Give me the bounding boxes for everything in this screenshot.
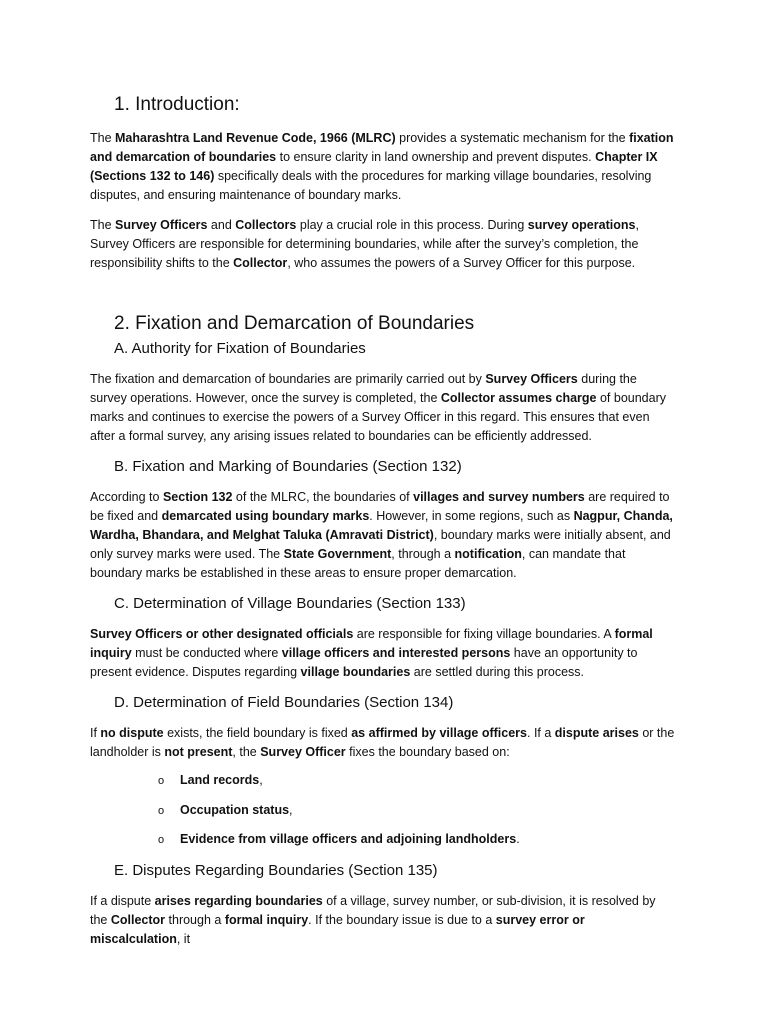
bullet-icon: o [158,805,165,817]
paragraph-section-d: If no dispute exists, the field boundary is fixed as affirmed by village officers. If a dispute arises or the landholder is not present, the Survey Officer fixes the boundary based on: [90,726,675,759]
heading-section-e: E. Disputes Regarding Boundaries (Section 135) [114,862,438,879]
list-item: o Occupation status, [158,801,293,821]
heading-section-d: D. Determination of Field Boundaries (Section 134) [114,694,454,711]
paragraph-section-c: Survey Officers or other designated officials are responsible for fixing village boundaries. A formal inquiry must be conducted where village officers and interested persons have an opportunity to present evidence. Disputes regarding village boundaries are settled during this process. [90,627,653,679]
paragraph-section-b: According to Section 132 of the MLRC, the boundaries of villages and survey numbers are required to be fixed and demarcated using boundary marks. However, in some regions, such as Nagpur, Chanda, Wardha, Bhandara, and Melghat Taluka (Amravati District), boundary marks were initially absent, and only survey marks were used. The State Government, through a notification, can mandate that boundary marks be established in these areas to ensure proper demarcation. [90,490,673,580]
heading-section-c: C. Determination of Village Boundaries (Section 133) [114,595,466,612]
paragraph-section-e: If a dispute arises regarding boundaries of a village, survey number, or sub-division, it is resolved by the Collector through a formal inquiry. If the boundary issue is due to a survey error or miscalculation, it [90,894,656,946]
bullet-icon: o [158,775,165,787]
paragraph-intro-1: The Maharashtra Land Revenue Code, 1966 (MLRC) provides a systematic mechanism for the fixation and demarcation of boundaries to ensure clarity in land ownership and prevent disputes. Chapter IX (Sections 132 to 146) specifically deals with the procedures for marking village boundaries, resolving disputes, and ensuring maintenance of boundary marks. [90,131,674,202]
list-item: o Land records, [158,771,263,791]
heading-introduction: 1. Introduction: [114,94,240,115]
paragraph-section-a: The fixation and demarcation of boundaries are primarily carried out by Survey Officers during the survey operations. However, once the survey is completed, the Collector assumes charge of boundary marks and continues to exercise the powers of a Survey Officer in this regard. This ensures that even after a formal survey, any arising issues related to boundaries can be efficiently addressed. [90,372,666,443]
paragraph-intro-2: The Survey Officers and Collectors play a crucial role in this process. During survey operations, Survey Officers are responsible for determining boundaries, while after the survey’s completion, the responsibility shifts to the Collector, who assumes the powers of a Survey Officer for this purpose. [90,218,639,270]
list-item: o Evidence from village officers and adjoining landholders. [158,830,520,850]
heading-section-b: B. Fixation and Marking of Boundaries (Section 132) [114,458,462,475]
bullet-icon: o [158,834,165,846]
heading-fixation: 2. Fixation and Demarcation of Boundaries [114,313,475,334]
heading-section-a: A. Authority for Fixation of Boundaries [114,340,366,357]
